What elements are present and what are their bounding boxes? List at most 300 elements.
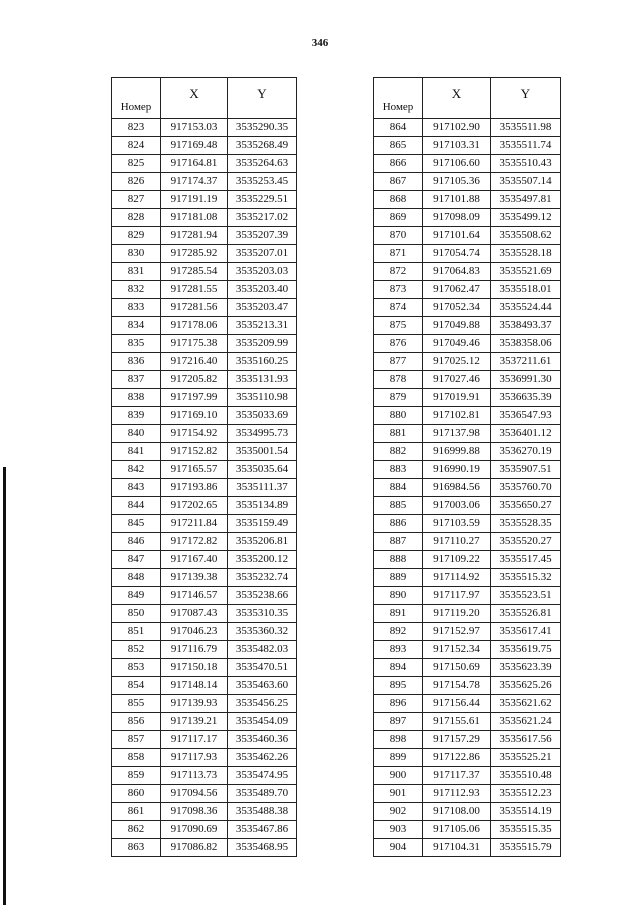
y-coordinate-cell: 3535510.43 [491,155,561,173]
point-number-cell: 865 [374,137,423,155]
x-coordinate-cell: 917146.57 [161,587,228,605]
x-coordinate-cell: 917172.82 [161,533,228,551]
point-number-cell: 877 [374,353,423,371]
point-number-cell: 891 [374,605,423,623]
y-coordinate-cell: 3535207.01 [228,245,297,263]
y-coordinate-cell: 3535209.99 [228,335,297,353]
y-coordinate-cell: 3535507.14 [491,173,561,191]
x-coordinate-cell: 917113.73 [161,767,228,785]
table-row [374,605,561,623]
table-row [112,587,297,605]
y-coordinate-cell: 3535033.69 [228,407,297,425]
table-row [374,407,561,425]
y-coordinate-cell: 3535514.19 [491,803,561,821]
y-coordinate-cell: 3535001.54 [228,443,297,461]
point-number-cell: 835 [112,335,161,353]
table-row [112,803,297,821]
table-row [112,371,297,389]
x-coordinate-cell: 917178.06 [161,317,228,335]
point-number-cell: 887 [374,533,423,551]
table-row [112,443,297,461]
table-row [112,263,297,281]
y-coordinate-cell: 3535207.39 [228,227,297,245]
point-number-cell: 839 [112,407,161,425]
page-number: 346 [311,37,329,49]
x-coordinate-cell: 917139.38 [161,569,228,587]
y-coordinate-cell: 3535650.27 [491,497,561,515]
x-coordinate-cell: 917064.83 [423,263,491,281]
point-number-cell: 867 [374,173,423,191]
y-coordinate-cell: 3535518.01 [491,281,561,299]
table-row [112,461,297,479]
point-number-cell: 845 [112,515,161,533]
y-coordinate-cell: 3535290.35 [228,119,297,137]
y-coordinate-cell: 3535462.26 [228,749,297,767]
table-row [374,533,561,551]
point-number-cell: 890 [374,587,423,605]
x-coordinate-cell: 917202.65 [161,497,228,515]
coordinates-table-left [111,77,297,857]
y-coordinate-cell: 3535200.12 [228,551,297,569]
point-number-cell: 892 [374,623,423,641]
table-row [374,425,561,443]
point-number-cell: 896 [374,695,423,713]
table-row [374,263,561,281]
table-row [374,695,561,713]
x-coordinate-cell: 917094.56 [161,785,228,803]
table-row [112,299,297,317]
column-header-number: Номер [374,78,423,119]
table-row [112,551,297,569]
point-number-cell: 868 [374,191,423,209]
table-row [374,551,561,569]
y-coordinate-cell: 3535515.79 [491,839,561,857]
x-coordinate-cell: 917054.74 [423,245,491,263]
x-coordinate-cell: 917154.92 [161,425,228,443]
point-number-cell: 875 [374,317,423,335]
table-row [112,173,297,191]
table-row [374,731,561,749]
y-coordinate-cell: 3535488.38 [228,803,297,821]
x-coordinate-cell: 917175.38 [161,335,228,353]
margin-bar [3,467,6,905]
point-number-cell: 823 [112,119,161,137]
point-number-cell: 874 [374,299,423,317]
x-coordinate-cell: 917103.59 [423,515,491,533]
y-coordinate-cell: 3535482.03 [228,641,297,659]
x-coordinate-cell: 917098.09 [423,209,491,227]
y-coordinate-cell: 3535526.81 [491,605,561,623]
point-number-cell: 848 [112,569,161,587]
point-number-cell: 879 [374,389,423,407]
point-number-cell: 828 [112,209,161,227]
y-coordinate-cell: 3535160.25 [228,353,297,371]
table-row [374,191,561,209]
table-row [374,281,561,299]
x-coordinate-cell: 917102.81 [423,407,491,425]
y-coordinate-cell: 3535468.95 [228,839,297,857]
x-coordinate-cell: 917106.60 [423,155,491,173]
x-coordinate-cell: 917104.31 [423,839,491,857]
table-row [112,191,297,209]
x-coordinate-cell: 917191.19 [161,191,228,209]
y-coordinate-cell: 3535470.51 [228,659,297,677]
table-row [374,839,561,857]
table-row [112,281,297,299]
point-number-cell: 899 [374,749,423,767]
y-coordinate-cell: 3535456.25 [228,695,297,713]
y-coordinate-cell: 3535497.81 [491,191,561,209]
x-coordinate-cell: 917116.79 [161,641,228,659]
y-coordinate-cell: 3535474.95 [228,767,297,785]
y-coordinate-cell: 3535619.75 [491,641,561,659]
x-coordinate-cell: 917108.00 [423,803,491,821]
x-coordinate-cell: 917193.86 [161,479,228,497]
table-row [374,497,561,515]
y-coordinate-cell: 3535528.35 [491,515,561,533]
table-row [374,245,561,263]
column-header-y: Y [228,78,297,119]
y-coordinate-cell: 3535528.18 [491,245,561,263]
point-number-cell: 851 [112,623,161,641]
x-coordinate-cell: 917086.82 [161,839,228,857]
x-coordinate-cell: 917062.47 [423,281,491,299]
y-coordinate-cell: 3535621.62 [491,695,561,713]
table-row [374,713,561,731]
x-coordinate-cell: 917025.12 [423,353,491,371]
table-row [374,641,561,659]
table-row [374,443,561,461]
point-number-cell: 844 [112,497,161,515]
table-row [112,569,297,587]
x-coordinate-cell: 917197.99 [161,389,228,407]
x-coordinate-cell: 917098.36 [161,803,228,821]
table-row [112,425,297,443]
x-coordinate-cell: 917164.81 [161,155,228,173]
point-number-cell: 870 [374,227,423,245]
table-row [374,677,561,695]
point-number-cell: 876 [374,335,423,353]
x-coordinate-cell: 917119.20 [423,605,491,623]
x-coordinate-cell: 917103.31 [423,137,491,155]
point-number-cell: 833 [112,299,161,317]
x-coordinate-cell: 917019.91 [423,389,491,407]
table-row [112,389,297,407]
point-number-cell: 824 [112,137,161,155]
x-coordinate-cell: 917211.84 [161,515,228,533]
x-coordinate-cell: 917167.40 [161,551,228,569]
point-number-cell: 898 [374,731,423,749]
point-number-cell: 829 [112,227,161,245]
x-coordinate-cell: 916999.88 [423,443,491,461]
y-coordinate-cell: 3537211.61 [491,353,561,371]
y-coordinate-cell: 3535238.66 [228,587,297,605]
point-number-cell: 893 [374,641,423,659]
table-row [374,353,561,371]
y-coordinate-cell: 3535213.31 [228,317,297,335]
x-coordinate-cell: 917281.55 [161,281,228,299]
y-coordinate-cell: 3538493.37 [491,317,561,335]
y-coordinate-cell: 3535520.27 [491,533,561,551]
x-coordinate-cell: 917105.06 [423,821,491,839]
table-row [112,821,297,839]
x-coordinate-cell: 917150.69 [423,659,491,677]
x-coordinate-cell: 917169.10 [161,407,228,425]
x-coordinate-cell: 917174.37 [161,173,228,191]
table-row [112,839,297,857]
table-row [112,353,297,371]
table-row [112,623,297,641]
point-number-cell: 873 [374,281,423,299]
point-number-cell: 830 [112,245,161,263]
point-number-cell: 894 [374,659,423,677]
table-row [112,695,297,713]
point-number-cell: 827 [112,191,161,209]
table-row [374,317,561,335]
y-coordinate-cell: 3536991.30 [491,371,561,389]
point-number-cell: 884 [374,479,423,497]
table-row [112,659,297,677]
x-coordinate-cell: 917052.34 [423,299,491,317]
point-number-cell: 841 [112,443,161,461]
x-coordinate-cell: 917117.93 [161,749,228,767]
x-coordinate-cell: 917152.97 [423,623,491,641]
table-row [112,515,297,533]
point-number-cell: 847 [112,551,161,569]
point-number-cell: 856 [112,713,161,731]
y-coordinate-cell: 3535510.48 [491,767,561,785]
table-row [374,587,561,605]
y-coordinate-cell: 3536401.12 [491,425,561,443]
point-number-cell: 895 [374,677,423,695]
table-row [374,119,561,137]
y-coordinate-cell: 3535264.63 [228,155,297,173]
table-row [112,713,297,731]
y-coordinate-cell: 3535760.70 [491,479,561,497]
point-number-cell: 857 [112,731,161,749]
y-coordinate-cell: 3535268.49 [228,137,297,155]
point-number-cell: 860 [112,785,161,803]
y-coordinate-cell: 3535515.35 [491,821,561,839]
x-coordinate-cell: 917112.93 [423,785,491,803]
y-coordinate-cell: 3535511.98 [491,119,561,137]
x-coordinate-cell: 916984.56 [423,479,491,497]
point-number-cell: 880 [374,407,423,425]
y-coordinate-cell: 3536635.39 [491,389,561,407]
x-coordinate-cell: 917122.86 [423,749,491,767]
point-number-cell: 878 [374,371,423,389]
y-coordinate-cell: 3535617.56 [491,731,561,749]
point-number-cell: 825 [112,155,161,173]
table-row [374,461,561,479]
table-header-row [112,78,297,119]
point-number-cell: 831 [112,263,161,281]
table-row [112,245,297,263]
table-row [112,407,297,425]
point-number-cell: 843 [112,479,161,497]
x-coordinate-cell: 917148.14 [161,677,228,695]
x-coordinate-cell: 917137.98 [423,425,491,443]
point-number-cell: 886 [374,515,423,533]
x-coordinate-cell: 917003.06 [423,497,491,515]
y-coordinate-cell: 3535217.02 [228,209,297,227]
x-coordinate-cell: 917101.64 [423,227,491,245]
point-number-cell: 863 [112,839,161,857]
x-coordinate-cell: 917281.94 [161,227,228,245]
y-coordinate-cell: 3535310.35 [228,605,297,623]
point-number-cell: 889 [374,569,423,587]
table-header-row [374,78,561,119]
x-coordinate-cell: 917110.27 [423,533,491,551]
y-coordinate-cell: 3535110.98 [228,389,297,407]
point-number-cell: 902 [374,803,423,821]
table-row [112,119,297,137]
y-coordinate-cell: 3535524.44 [491,299,561,317]
y-coordinate-cell: 3535134.89 [228,497,297,515]
table-row [112,605,297,623]
y-coordinate-cell: 3535131.93 [228,371,297,389]
x-coordinate-cell: 917049.88 [423,317,491,335]
y-coordinate-cell: 3535515.32 [491,569,561,587]
table-row [112,641,297,659]
table-row [112,749,297,767]
table-row [374,227,561,245]
table-row [112,677,297,695]
point-number-cell: 872 [374,263,423,281]
y-coordinate-cell: 3535617.41 [491,623,561,641]
point-number-cell: 838 [112,389,161,407]
x-coordinate-cell: 917049.46 [423,335,491,353]
x-coordinate-cell: 917139.21 [161,713,228,731]
y-coordinate-cell: 3535521.69 [491,263,561,281]
y-coordinate-cell: 3535463.60 [228,677,297,695]
y-coordinate-cell: 3535907.51 [491,461,561,479]
coordinates-table-right [373,77,561,857]
point-number-cell: 866 [374,155,423,173]
point-number-cell: 882 [374,443,423,461]
y-coordinate-cell: 3535454.09 [228,713,297,731]
table-row [112,317,297,335]
y-coordinate-cell: 3536547.93 [491,407,561,425]
y-coordinate-cell: 3535523.51 [491,587,561,605]
x-coordinate-cell: 917046.23 [161,623,228,641]
y-coordinate-cell: 3535517.45 [491,551,561,569]
point-number-cell: 826 [112,173,161,191]
table-row [374,569,561,587]
x-coordinate-cell: 917027.46 [423,371,491,389]
y-coordinate-cell: 3535512.23 [491,785,561,803]
y-coordinate-cell: 3538358.06 [491,335,561,353]
point-number-cell: 864 [374,119,423,137]
point-number-cell: 836 [112,353,161,371]
x-coordinate-cell: 917152.82 [161,443,228,461]
column-header-y: Y [491,78,561,119]
x-coordinate-cell: 917155.61 [423,713,491,731]
y-coordinate-cell: 3535489.70 [228,785,297,803]
table-row [374,749,561,767]
table-row [112,227,297,245]
point-number-cell: 858 [112,749,161,767]
x-coordinate-cell: 917165.57 [161,461,228,479]
point-number-cell: 854 [112,677,161,695]
x-coordinate-cell: 917090.69 [161,821,228,839]
table-row [112,497,297,515]
y-coordinate-cell: 3535511.74 [491,137,561,155]
y-coordinate-cell: 3535035.64 [228,461,297,479]
point-number-cell: 853 [112,659,161,677]
table-row [112,533,297,551]
point-number-cell: 846 [112,533,161,551]
x-coordinate-cell: 917105.36 [423,173,491,191]
table-row [374,821,561,839]
table-row [112,137,297,155]
point-number-cell: 850 [112,605,161,623]
y-coordinate-cell: 3536270.19 [491,443,561,461]
x-coordinate-cell: 917117.17 [161,731,228,749]
point-number-cell: 855 [112,695,161,713]
y-coordinate-cell: 3535508.62 [491,227,561,245]
point-number-cell: 840 [112,425,161,443]
table-row [374,389,561,407]
x-coordinate-cell: 916990.19 [423,461,491,479]
x-coordinate-cell: 917101.88 [423,191,491,209]
x-coordinate-cell: 917117.97 [423,587,491,605]
column-header-number: Номер [112,78,161,119]
y-coordinate-cell: 3535232.74 [228,569,297,587]
point-number-cell: 869 [374,209,423,227]
y-coordinate-cell: 3535625.26 [491,677,561,695]
table-row [112,731,297,749]
point-number-cell: 861 [112,803,161,821]
x-coordinate-cell: 917157.29 [423,731,491,749]
table-row [112,479,297,497]
point-number-cell: 834 [112,317,161,335]
table-row [112,209,297,227]
point-number-cell: 897 [374,713,423,731]
x-coordinate-cell: 917205.82 [161,371,228,389]
table-row [112,155,297,173]
point-number-cell: 901 [374,785,423,803]
y-coordinate-cell: 3535499.12 [491,209,561,227]
point-number-cell: 903 [374,821,423,839]
point-number-cell: 849 [112,587,161,605]
x-coordinate-cell: 917152.34 [423,641,491,659]
table-row [374,623,561,641]
table-row [374,371,561,389]
y-coordinate-cell: 3535203.40 [228,281,297,299]
point-number-cell: 859 [112,767,161,785]
x-coordinate-cell: 917181.08 [161,209,228,227]
x-coordinate-cell: 917153.03 [161,119,228,137]
table-row [374,155,561,173]
column-header-x: X [423,78,491,119]
x-coordinate-cell: 917139.93 [161,695,228,713]
table-row [374,299,561,317]
table-row [374,137,561,155]
table-row [374,173,561,191]
point-number-cell: 842 [112,461,161,479]
y-coordinate-cell: 3535525.21 [491,749,561,767]
x-coordinate-cell: 917114.92 [423,569,491,587]
y-coordinate-cell: 3535111.37 [228,479,297,497]
column-header-x: X [161,78,228,119]
x-coordinate-cell: 917117.37 [423,767,491,785]
table-row [112,785,297,803]
point-number-cell: 904 [374,839,423,857]
x-coordinate-cell: 917150.18 [161,659,228,677]
y-coordinate-cell: 3535460.36 [228,731,297,749]
y-coordinate-cell: 3535623.39 [491,659,561,677]
